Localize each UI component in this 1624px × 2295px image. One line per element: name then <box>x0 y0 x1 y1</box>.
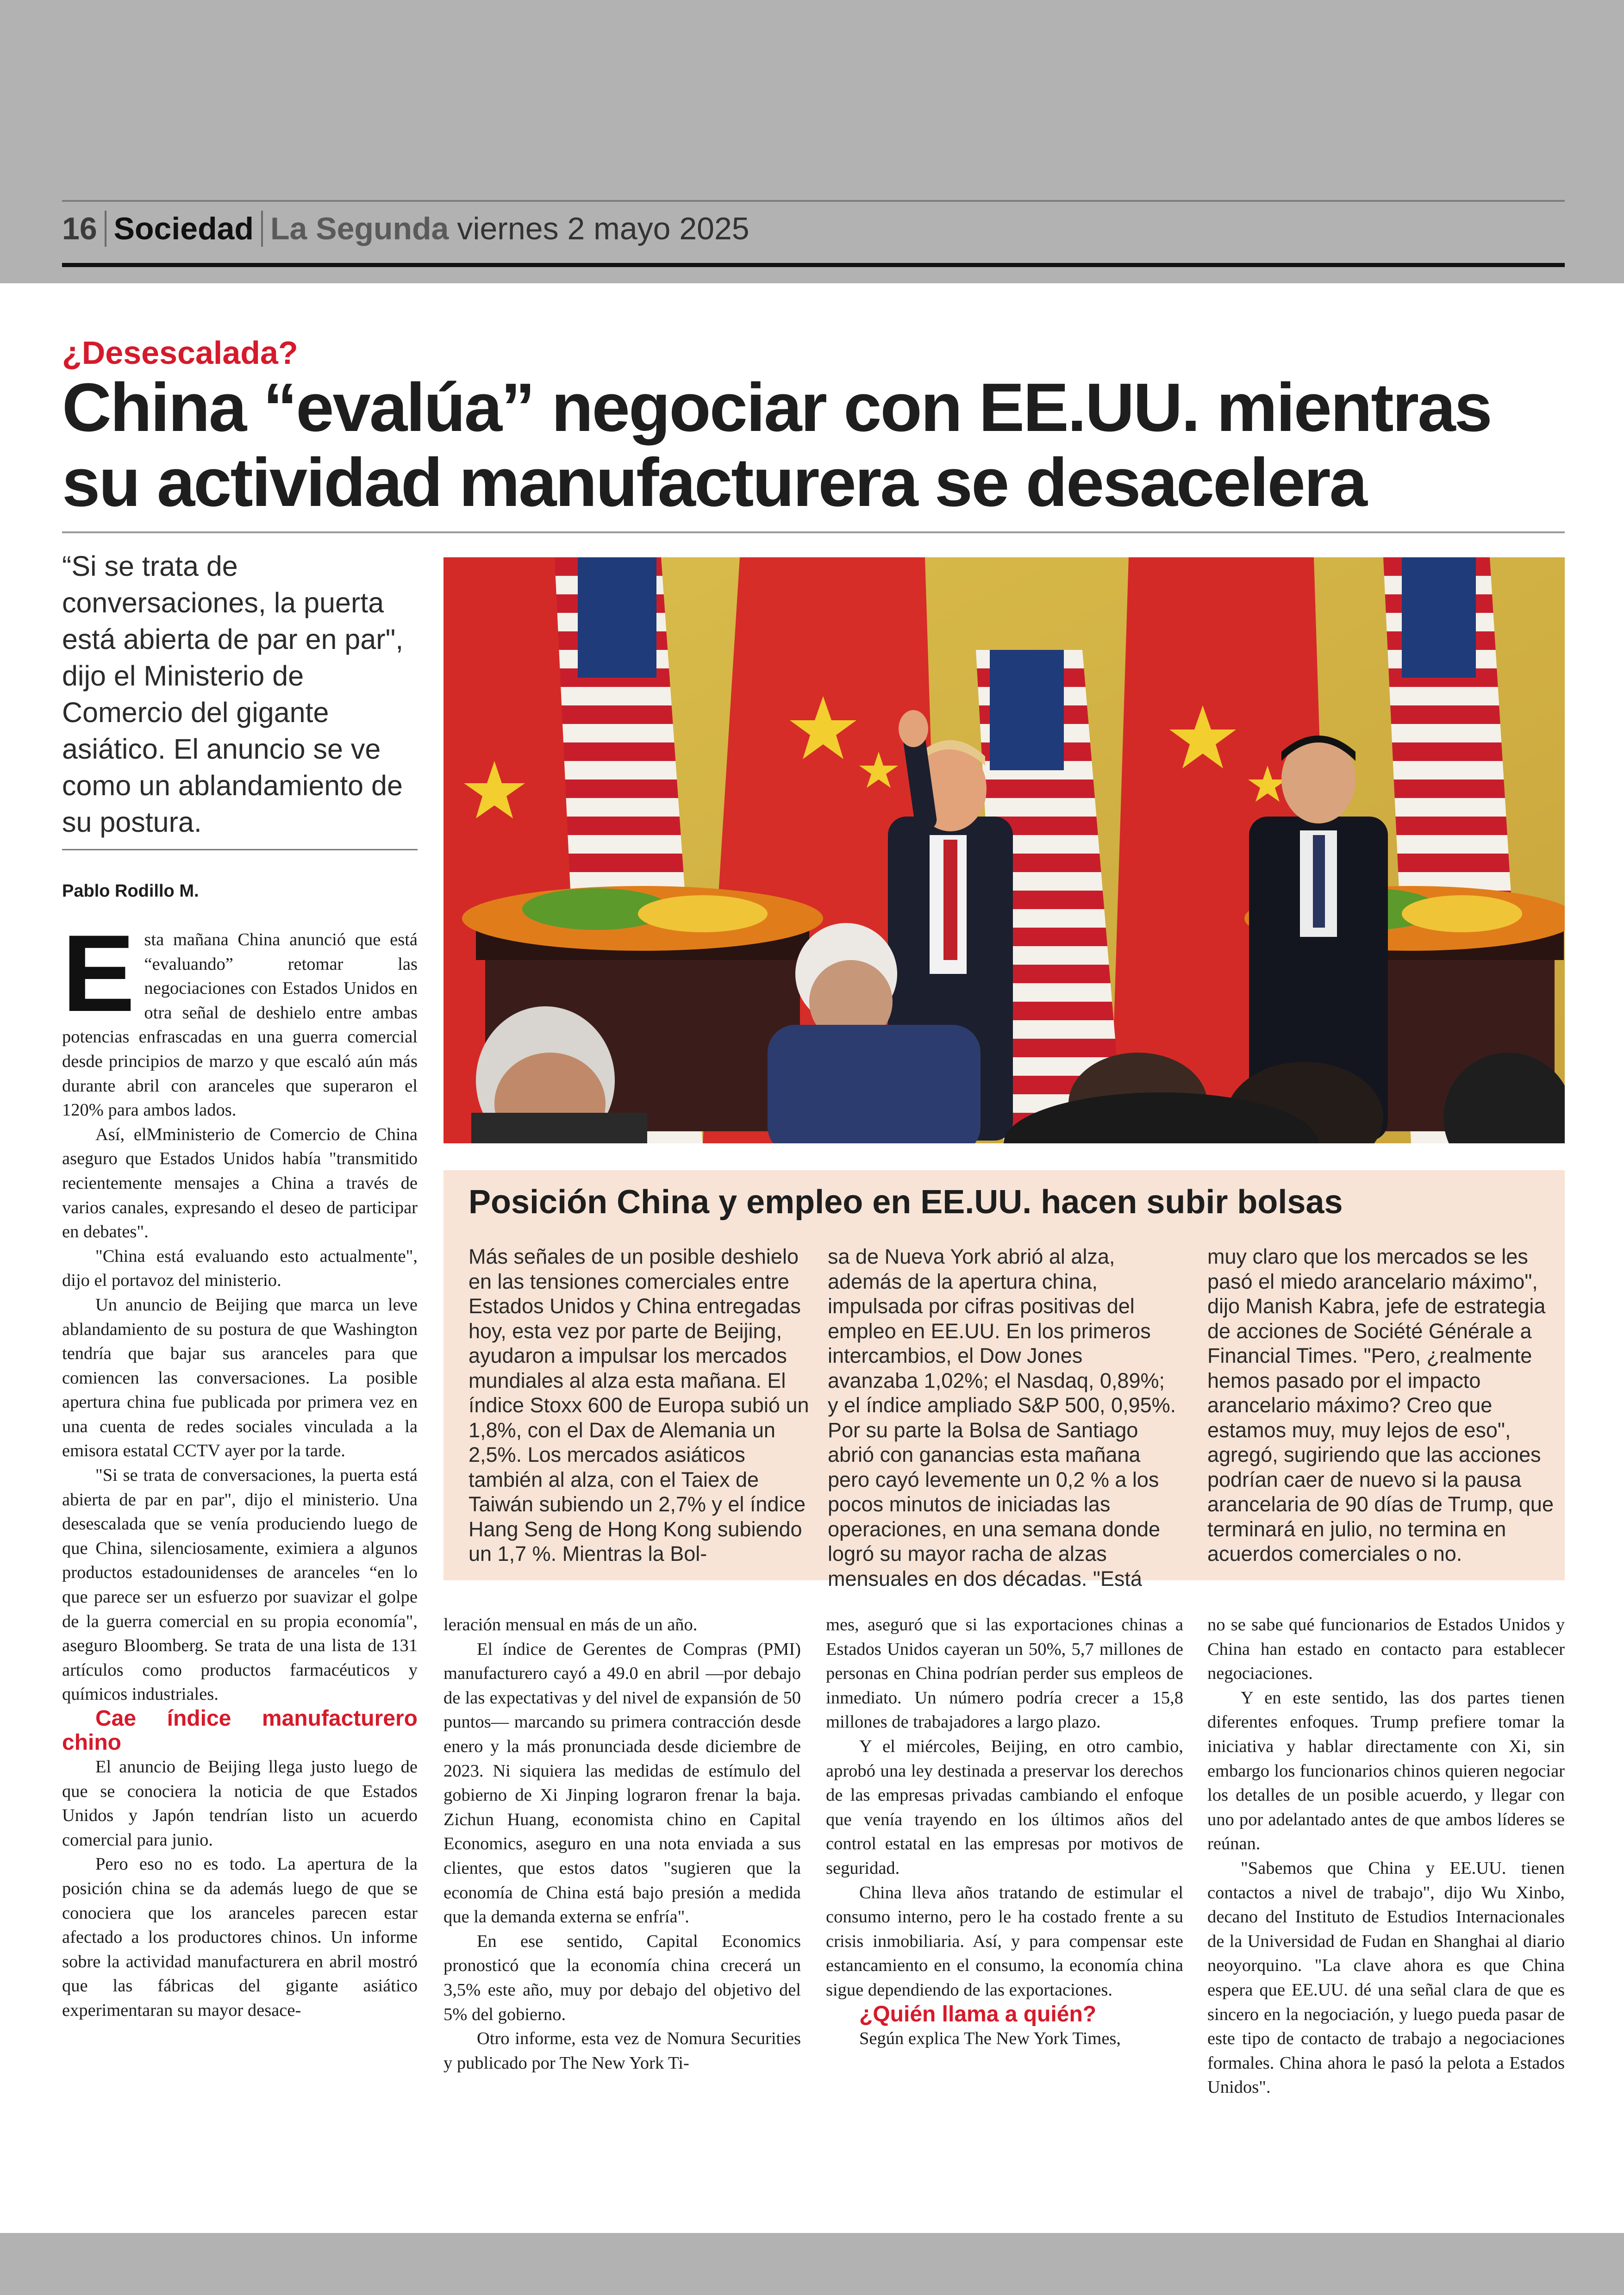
subhead-manufacturing: Cae índice manufacturero chino <box>62 1706 418 1755</box>
headline-line-1: China “evalúa” negociar con EE.UU. mientras <box>62 369 1491 446</box>
col2-paragraph: Otro informe, esta vez de Nomura Securities y publicado por The New York Ti- <box>443 2029 801 2073</box>
col3-paragraph: Según explica The New York Times, <box>859 2028 1121 2048</box>
publication-name: La Segunda <box>270 211 449 246</box>
sidebar-box-column-2: sa de Nueva York abrió al alza, además de la apertura china, impulsada por cifras positivas del empleo en EE.UU. En los primeros intercambios, el Dow Jones avanzaba 1,02%; el Nasdaq, 0,89%; y el índice ampliado S&P 500, 0,95%. Por su parte la Bolsa de Santiago abrió con ganancias esta mañana pero cayó levemente un 0,2 % a los pocos minutos de iniciadas las operaciones, en una semana donde logró su mayor racha de alzas mensuales en dos décadas. "Está <box>828 1245 1176 1590</box>
col3-paragraph: Y el miércoles, Beijing, en otro cambio, aprobó una ley destinada a preservar los derechos de las empresas privadas cambiando el enfoque que venía trayendo en los últimos años del control estatal en las empresas por motivos de seguridad. <box>826 1736 1183 1878</box>
col3-paragraph: mes, aseguró que si las exportaciones chinas a Estados Unidos cayeran un 50%, 5,7 millones de personas en China podrían perder sus empleos de inmediato. Un número podría crecer a 15,8 millones de trabajadores a largo plazo. <box>826 1615 1183 1732</box>
header-bottom-rule <box>62 263 1565 267</box>
section-name: Sociedad <box>106 211 263 247</box>
drop-cap: E <box>62 912 135 1035</box>
col1-paragraph: Pero eso no es todo. La apertura de la posición china se da además luego de que se conociera que los aranceles parecen estar afectado a los productores chinos. Un informe sobre la actividad manufacturera en abril mostró que las fábricas del gigante asiático experimentaran su mayor desace- <box>62 1854 418 2020</box>
photo-illustration <box>443 557 1565 1143</box>
page-header <box>62 206 750 251</box>
article-kicker: ¿Desescalada? <box>62 335 298 371</box>
col2-paragraph: En ese sentido, Capital Economics pronosticó que la economía china crecerá un 3,5% este año, muy por debajo del objetivo del 5% del gobierno. <box>443 1931 801 2024</box>
page-number: 16 <box>62 211 106 247</box>
subhead-who-calls: ¿Quién llama a quién? <box>859 2002 1097 2027</box>
article-headline <box>62 370 1565 520</box>
col2-paragraph: leración mensual en más de un año. <box>443 1615 698 1634</box>
col1-paragraph: Así, elMministerio de Comercio de China aseguro que Estados Unidos había "transmitido recientemente mensajes a China a través de varios canales, expresando el deseo de participar en debates". <box>62 1124 418 1242</box>
markets-sidebar-box <box>443 1170 1565 1590</box>
col4-paragraph: "Sabemos que China y EE.UU. tienen contactos a nivel de trabajo", dijo Wu Xinbo, decano del Instituto de Estudios Internacionales de la Universidad de Fudan en Shanghai al diario neoyorquino. "La clave ahora es que China espera que EE.UU. dé una señal clara de que es sincero en la negociación, y luego pueda pasar de este tipo de contacto de trabajo a negociaciones formales. China ahora le pasó la pelota a Estados Unidos". <box>1207 1858 1565 2097</box>
pull-quote: “Si se trata de conversaciones, la puerta está abierta de par en par", dijo el Ministerio de Comercio del gigante asiático. El anuncio se ve como un ablandamiento de su postura. <box>62 550 404 838</box>
col1-paragraph: sta mañana China anunció que está “evaluando” retomar las negociaciones con Estados Unidos en otra señal de deshielo entre ambas potencias enfrascadas en una guerra comercial desde principios de marzo y que escaló aún más durante abril con aranceles que superaron el 120% para ambos lados. <box>62 930 418 1120</box>
article-column-4 <box>1207 1613 1565 2100</box>
pull-quote-rule <box>62 849 418 850</box>
col1-paragraph: "Si se trata de conversaciones, la puerta está abierta de par en par", dijo el ministerio. Una desescalada que se venía produciendo luego de que China, silenciosamente, eximiera a algunos productos estadounidenses de aranceles “en lo que parece ser un esfuerzo por suavizar el golpe de la guerra comercial en su propia economía", aseguro Bloomberg. Se trata de una lista de 131 artículos como productos farmacéuticos y químicos industriales. <box>62 1466 418 1704</box>
col1-paragraph: "China está evaluando esto actualmente", dijo el portavoz del ministerio. <box>62 1246 418 1291</box>
col2-paragraph: El índice de Gerentes de Compras (PMI) manufacturero cayó a 49.0 en abril —por debajo de las expectativas y del nivel de expansión de 50 puntos— marcando su primera contracción desde enero y la más pronunciada desde diciembre de 2023. Ni siquiera las medidas de estímulo del gobierno de Xi Jinping lograron frenar la baja. Zichun Huang, economista chino en Capital Economics, aseguro en una nota enviada a sus clientes, que estos datos "sugieren que la economía de China está bajo presión a medida que la demanda externa se enfría". <box>443 1639 801 1927</box>
article-column-1 <box>62 912 418 2023</box>
headline-line-2: su actividad manufacturera se desacelera <box>62 444 1366 521</box>
col1-paragraph: El anuncio de Beijing llega justo luego de que se conociera la noticia de que Estados Unidos y Japón tendrían listo un acuerdo comercial para junio. <box>62 1757 418 1850</box>
col3-paragraph: China lleva años tratando de estimular el consumo interno, pero le ha costado frente a su crisis inmobiliaria. Así, y para compensar este estancamiento en el consumo, la economía china sigue dependiendo de las exportaciones. <box>826 1883 1183 2000</box>
sidebar-box-title: Posición China y empleo en EE.UU. hacen subir bolsas <box>468 1184 1343 1221</box>
headline-rule <box>62 531 1565 533</box>
article-column-3 <box>826 1613 1183 2051</box>
byline: Pablo Rodillo M. <box>62 881 199 901</box>
news-photo <box>443 557 1565 1143</box>
sidebar-box-column-3: muy claro que los mercados se les pasó el miedo arancelario máximo", dijo Manish Kabra, jefe de estrategia de acciones de Société Générale a Financial Times. "Pero, ¿realmente hemos pasado por el impacto arancelario máximo? Creo que estamos muy, muy lejos de eso", agregó, sugiriendo que las acciones podrían caer de nuevo si la pausa arancelaria de 90 días de Trump, que terminará en julio, no termina en acuerdos comerciales o no. <box>1207 1245 1554 1565</box>
article-column-2 <box>443 1613 801 2075</box>
col4-paragraph: Y en este sentido, las dos partes tienen diferentes enfoques. Trump prefiere tomar la iniciativa y hablar directamente con Xi, sin embargo los funcionarios chinos quieren negociar los detalles de un posible acuerdo, y llegar con uno por adelantado antes de que ambos líderes se reúnan. <box>1207 1688 1565 1854</box>
bottom-margin-band <box>0 2233 1624 2295</box>
issue-date: viernes 2 mayo 2025 <box>457 211 750 246</box>
sidebar-box-column-1: Más señales de un posible deshielo en las tensiones comerciales entre Estados Unidos y China entregadas hoy, esta vez por parte de Beijing, ayudaron a impulsar los mercados mundiales al alza esta mañana. El índice Stoxx 600 de Europa subió un 1,8%, con el Dax de Alemania un 2,5%. Los mercados asiáticos también al alza, con el Taiex de Taiwán subiendo un 2,7% y el índice Hang Seng de Hong Kong subiendo un 1,7 %. Mientras la Bol- <box>468 1245 809 1565</box>
col1-paragraph: Un anuncio de Beijing que marca un leve ablandamiento de su postura de que Washington tendría que bajar sus aranceles para que comiencen las conversaciones. La posible apertura china fue publicada por primera vez en una cuenta de redes sociales vinculada a la emisora estatal CCTV ayer por la tarde. <box>62 1295 418 1461</box>
header-top-rule <box>62 200 1565 202</box>
col4-paragraph: no se sabe qué funcionarios de Estados Unidos y China han estado en contacto para establecer negociaciones. <box>1207 1615 1565 1684</box>
